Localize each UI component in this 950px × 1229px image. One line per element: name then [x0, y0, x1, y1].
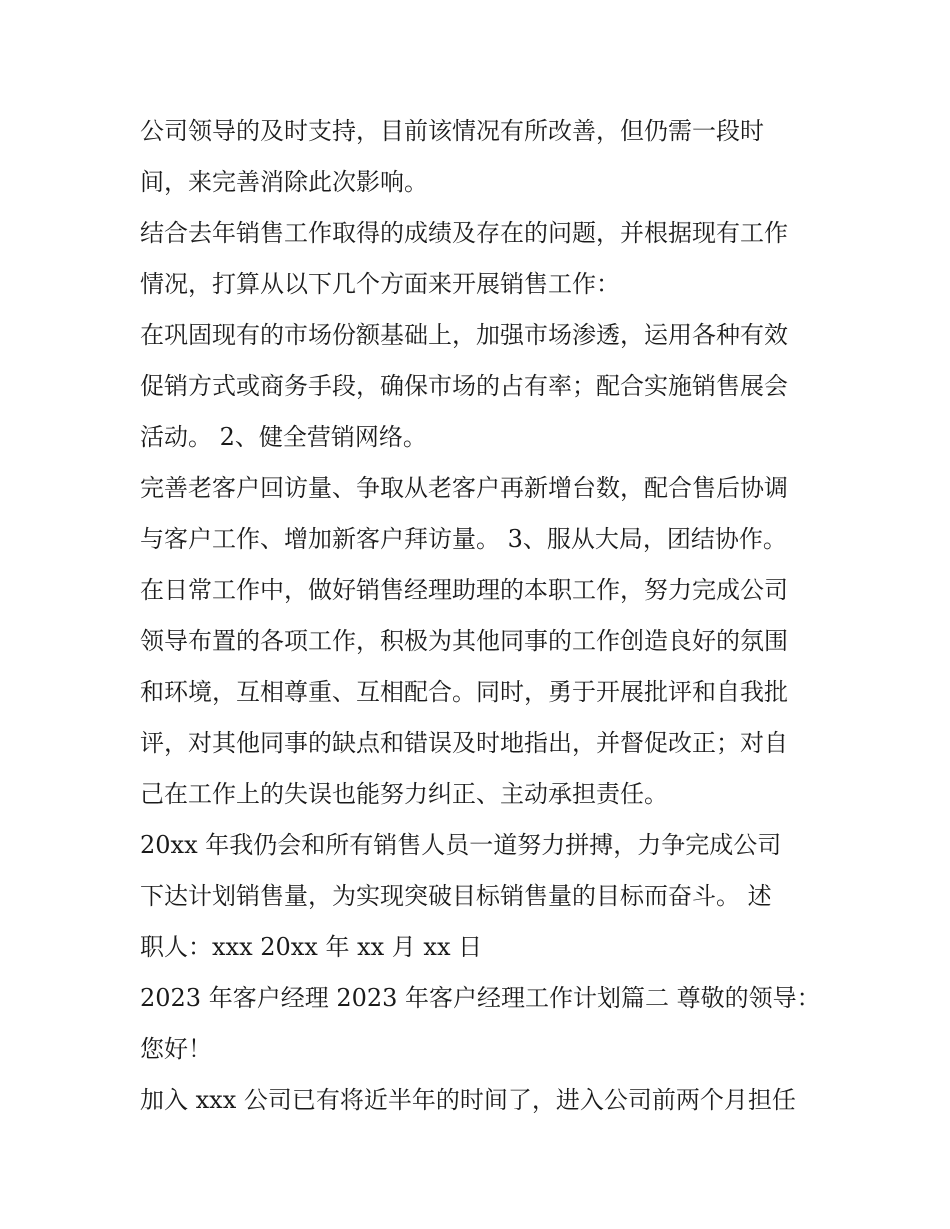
text-line: 下达计划销售量，为实现突破目标销售量的目标而奋斗。 述 [140, 882, 772, 910]
text-line: 您好！ [140, 1035, 212, 1063]
text-line: 己在工作上的失误也能努力纠正、主动承担责任。 [140, 780, 668, 808]
text-line: 结合去年销售工作取得的成绩及存在的问题，并根据现有工作 [140, 219, 788, 247]
text-line: 与客户工作、增加新客户拜访量。 3、服从大局，团结协作。 [140, 525, 787, 553]
text-line: 在日常工作中，做好销售经理助理的本职工作，努力完成公司 [140, 576, 788, 604]
text-line: 完善老客户回访量、争取从老客户再新增台数，配合售后协调 [140, 474, 788, 502]
document-body [140, 106, 820, 1126]
text-line: 2023 年客户经理 2023 年客户经理工作计划篇二 尊敬的领导： [140, 984, 821, 1012]
text-line: 活动。 2、健全营销网络。 [140, 423, 427, 451]
text-line: 公司领导的及时支持，目前该情况有所改善，但仍需一段时 [140, 117, 764, 145]
text-line: 在巩固现有的市场份额基础上，加强市场渗透，运用各种有效 [140, 321, 788, 349]
text-line: 职人：xxx 20xx 年 xx 月 xx 日 [140, 933, 483, 961]
text-line: 促销方式或商务手段，确保市场的占有率；配合实施销售展会 [140, 372, 788, 400]
text-line: 和环境，互相尊重、互相配合。同时，勇于开展批评和自我批 [140, 678, 788, 706]
text-line: 20xx 年我仍会和所有销售人员一道努力拼搏，力争完成公司 [140, 831, 782, 859]
text-line: 加入 xxx 公司已有将近半年的时间了，进入公司前两个月担任 [140, 1086, 796, 1114]
text-line: 情况，打算从以下几个方面来开展销售工作： [140, 270, 620, 298]
text-line: 评，对其他同事的缺点和错误及时地指出，并督促改正；对自 [140, 729, 788, 757]
text-line: 领导布置的各项工作，积极为其他同事的工作创造良好的氛围 [140, 627, 788, 655]
text-line: 间，来完善消除此次影响。 [140, 168, 428, 196]
